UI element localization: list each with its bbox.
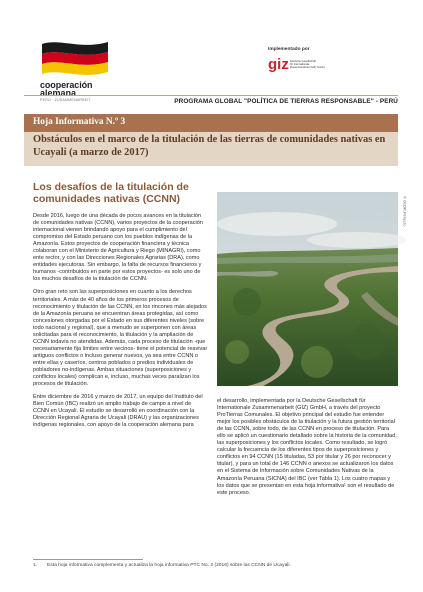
giz-sub-line: für Internationale bbox=[290, 63, 310, 67]
giz-logo bbox=[268, 56, 289, 74]
logo-line-alemana: alemana bbox=[40, 88, 77, 98]
body-column-left bbox=[33, 213, 208, 435]
photo-credit-text: © GIZ/R.Peruzzo bbox=[402, 196, 408, 227]
giz-logo-subtext bbox=[290, 60, 324, 69]
logo-line-peru: PERÚ · ZUSAMMENARBEIT bbox=[40, 98, 91, 102]
footnote-number: 1. bbox=[33, 563, 38, 568]
giz-sub-line: Deutsche Gesellschaft bbox=[290, 60, 316, 63]
giz-logo-text: giz bbox=[268, 56, 289, 73]
document-title: Obstáculos en el marco de la titulación de las tierras de comunidades nativas en Ucayali (a marzo de 2017) bbox=[33, 134, 386, 158]
body-paragraph: el desarrollo, implementada por la Deutsche Gesellschaft für Internationale Zusammenarbeit (GIZ) GmbH, a través del proyecto ProTierras Comunales. El objetivo principal del estudio fue entender mejor los posibles obstáculos de la titulación y la futura gestión territorial de las CCNN, sobre todo, de las CCNN en proceso de titulación. Para ello se aplicó un cuestionario detallado sobre la historia de la comunidad, las superposiciones y los conflictos locales. Como resultado, se logró calcular la frecuencia de los diferentes tipos de superposiciones y conflictos en 94 CCNN (15 tituladas, 53 por titular y 26 por reconocer y titular), y para un total de 146 CCNN o anexos se actualizaron los datos en el Sistema de Información sobre Comunidades Nativas de la Amazonía Peruana (SICNA) del IBC (ver Tabla 1). Los cuatro mapas y los datos que se presentan en esta hoja informativa¹ son el resultado de este proceso. bbox=[217, 398, 397, 496]
german-flag-logo-icon bbox=[40, 38, 110, 78]
photo-credit bbox=[398, 196, 406, 256]
footnote-divider bbox=[33, 559, 143, 560]
program-divider bbox=[24, 95, 398, 96]
aerial-river-photo bbox=[217, 192, 398, 386]
program-title: PROGRAMA GLOBAL "POLÍTICA DE TIERRAS RESPONSABLE" - PERÚ bbox=[174, 98, 398, 105]
body-paragraph: Entre diciembre de 2016 y marzo de 2017, un equipo del Instituto del Bien Común (IBC) realizó un amplio trabajo de campo a nivel de CCNN en Ucayali. El estudio se desarrolló en coordinación con la Dirección Regional Agraria de Ucayali (DRAU) y las organizaciones indígenas regionales, con apoyo de la cooperación alemana para bbox=[33, 394, 203, 429]
footnote bbox=[33, 563, 291, 568]
giz-sub-line: Zusammenarbeit (GIZ) GmbH bbox=[290, 66, 325, 70]
body-column-right bbox=[217, 398, 398, 503]
info-sheet-number: Hoja Informativa N.º 3 bbox=[33, 117, 126, 127]
section-heading: Los desafíos de la titulación de comunidades nativas (CCNN) bbox=[33, 181, 189, 205]
body-paragraph: Otro gran reto son las superposiciones en cuanto a los derechos territoriales. A más de 40 años de los primeros procesos de reconocimiento y titulación de las CCNN, en los rincones más alejados de la Amazonía peruana se encuentran áreas protegidas, así como concesiones otorgadas por el Estado en sus diferentes niveles (sobre todo nacional y regional), que a menudo se superponen con áreas solicitadas para el reconocimiento, la titulación y la ampliación de CCNN todavía no atendidas. Además, cada proceso de titulación -que necesariamente fija límites entre vecinos- tiene el potencial de reavivar antiguos conflictos o incluso generar nuevos, ya sea entre CCNN o entre ellas y caseríos, centros poblados o predios individuales de pobladores no-indígenas. Ambas situaciones (superposiciones y conflictos locales) complican e, incluso, muchas veces paralizan los procesos de titulación. bbox=[33, 289, 208, 388]
logo-line-cooperacion: cooperación bbox=[40, 80, 93, 90]
footnote-text: Esta hoja informativa complementa y actualiza la hoja informativa PTC No. 2 (2016) sobre las CCNN de Ucayali. bbox=[47, 563, 291, 568]
body-paragraph: Desde 2016, luego de una década de pocos avances en la titulación de comunidades nativas (CCNN), varios proyectos de la cooperación internacional vienen brindando apoyo para el cumplimiento del compromiso del Estado peruano con los pueblos indígenas de la Amazonía. Estos proyectos de cooperación financiera y técnica colaboran con el Ministerio de Agricultura y Riego (MINAGRI), como ente rector, y con las Direcciones Regionales Agrarias (DRA), como entidades ejecutoras. Sin embargo, la falta de recursos financieros y humanos -contribuidos en parte por estos proyectos- es solo uno de los muchos desafíos de la titulación de CCNN. bbox=[33, 213, 203, 283]
implemented-by-label: Implementado por bbox=[268, 47, 310, 52]
